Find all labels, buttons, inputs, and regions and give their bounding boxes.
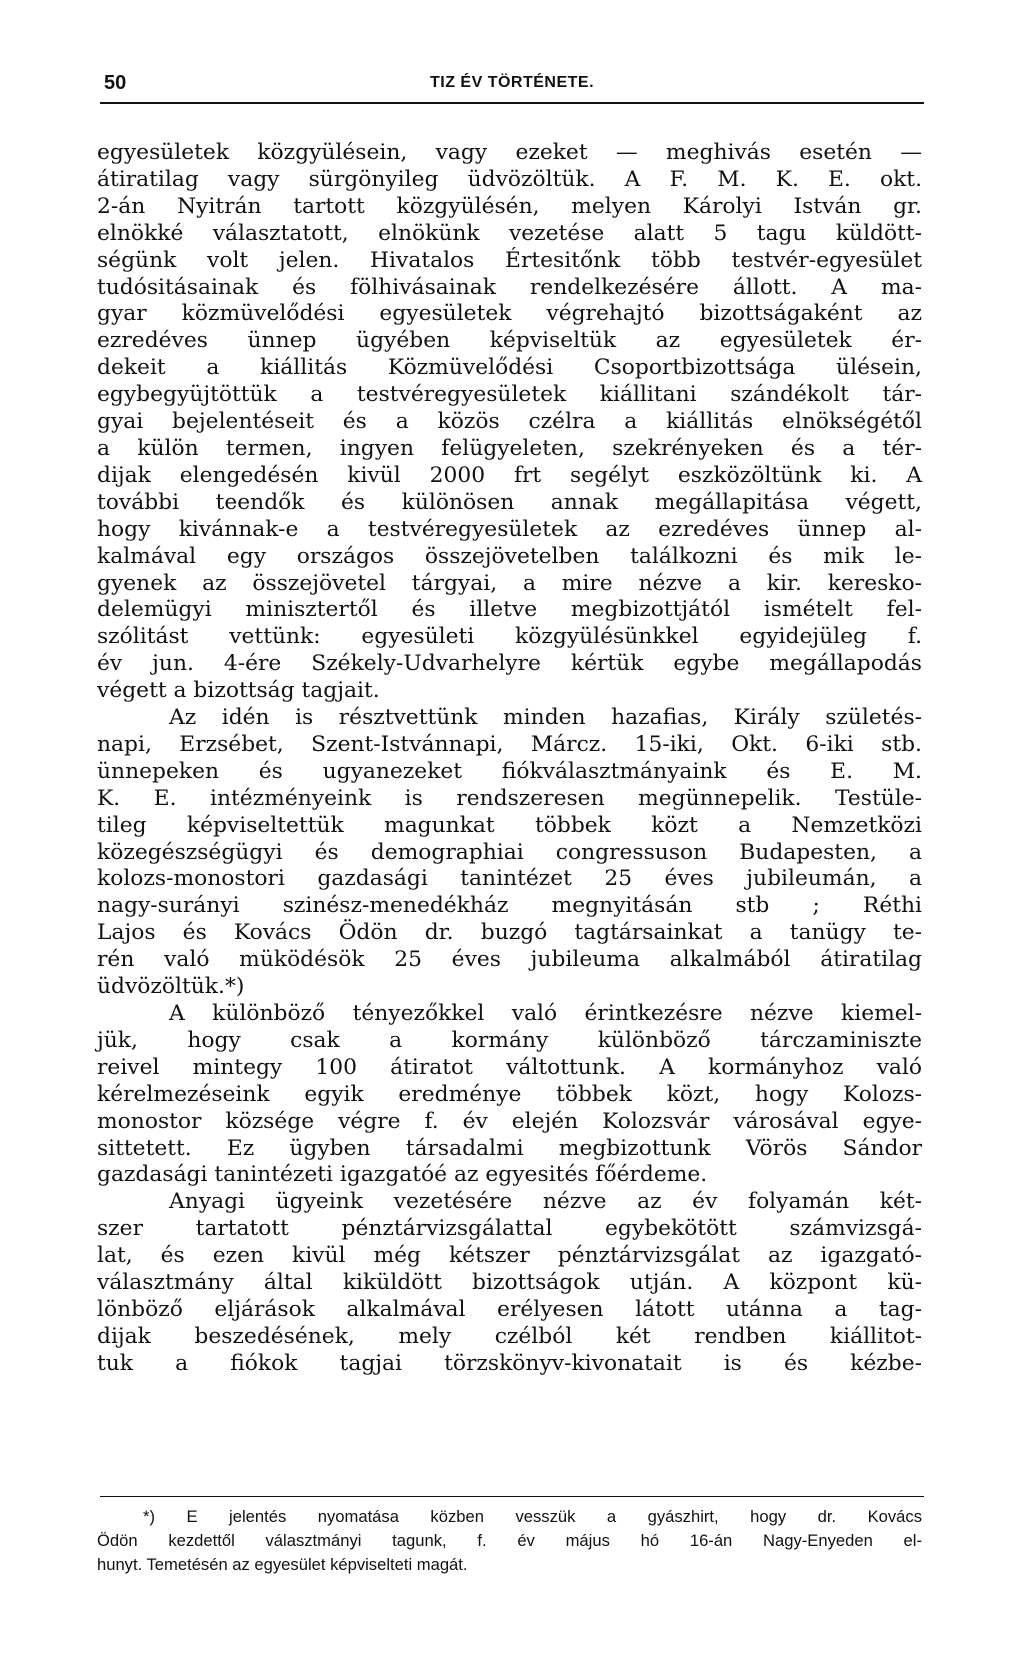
footnote-line: *) E jelentés nyomatása közben vesszük a gyászhirt, hogy dr. Kovács [143,1507,922,1526]
text-line: dijak beszedésének, mely czélból két rendben kiállitot- [97,1323,922,1349]
text-line: reivel mintegy 100 átiratot váltottunk. A kormányhoz való [97,1054,922,1080]
running-title: TIZ ÉV TÖRTÉNETE. [429,74,595,91]
text-line: ezredéves ünnep ügyében képviseltük az egyesületek ér- [97,328,922,354]
text-line: ünnepeken és ugyanezeket fiókválasztmányaink és E. M. [97,758,922,784]
text-line: üdvözöltük.*) [97,974,245,1000]
footnote-line: hunyt. Temetésén az egyesület képviselteti magát. [97,1555,468,1574]
text-line: kalmával egy országos összejövetelben találkozni és mik le- [97,543,922,569]
text-line: gyai bejelentéseit és a közös czélra a kiállitás elnökségétől [97,409,922,435]
page-header [92,72,932,100]
footnote-rule [100,1496,924,1497]
text-line: elnökké választatott, elnökünk vezetése alatt 5 tagu küldött- [97,220,922,246]
text-line: Az idén is résztvettünk minden hazafias, Király születés- [169,705,922,731]
text-line: lönböző eljárások alkalmával erélyesen látott utánna a tag- [97,1296,922,1322]
text-line: hogy kivánnak-e a testvéregyesületek az ezredéves ünnep al- [97,516,922,542]
text-line: sittetett. Ez ügyben társadalmi megbizottunk Vörös Sándor [97,1135,922,1161]
text-line: szólitást vettünk: egyesületi közgyülésünkkel egyidejüleg f. [97,624,922,650]
header-rule [100,102,924,104]
text-line: választmány által kiküldött bizottságok utján. A központ kü- [97,1270,922,1296]
text-line: A különböző tényezőkkel való érintkezésre nézve kiemel- [169,1001,922,1026]
text-line: egybegyüjtöttük a testvéregyesületek kiállitani szándékolt tár- [97,382,922,408]
footnotes [97,1505,922,1577]
text-line: gazdasági tanintézeti igazgatóé az egyesités főérdeme. [97,1162,708,1188]
text-line: Anyagi ügyeink vezetésére nézve az év folyamán két- [169,1189,922,1215]
text-line: a külön termen, ingyen felügyeleten, szekrényeken és a tér- [97,435,922,461]
text-line: közegészségügyi és demographiai congressuson Budapesten, a [97,839,922,865]
text-line: kolozs-monostori gazdasági tanintézet 25 éves jubileumán, a [97,866,922,892]
text-line: rén való müködésök 25 éves jubileuma alkalmából átiratilag [97,947,922,973]
text-line: tuk a fiókok tagjai törzskönyv-kivonatait is és kézbe- [97,1350,922,1376]
text-line: egyesületek közgyülésein, vagy ezeket — meghivás esetén — [97,140,922,165]
text-line: delemügyi minisztertől és illetve megbizottjától ismételt fel- [97,597,922,623]
text-line: lat, és ezen kivül még kétszer pénztárvizsgálat az igazgató- [97,1243,922,1269]
text-line: gyenek az összejövetel tárgyai, a mire nézve a kir. keresko- [97,570,922,596]
text-line: év jun. 4-ére Székely-Udvarhelyre kértük egybe megállapodás [97,651,922,677]
text-line: 2-án Nyitrán tartott közgyülésén, melyen Károlyi István gr. [97,193,922,219]
text-line: végett a bizottság tagjait. [97,678,380,704]
text-line: monostor községe végre f. év elején Kolozsvár városával egye- [97,1108,922,1134]
text-line: Lajos és Kovács Ödön dr. buzgó tagtársainkat a tanügy te- [97,920,922,946]
text-line: ségünk volt jelen. Hivatalos Értesitőnk több testvér-egyesület [97,247,922,273]
text-line: napi, Erzsébet, Szent-Istvánnapi, Márcz. 15-iki, Okt. 6-iki stb. [97,731,922,757]
text-line: átiratilag vagy sürgönyileg üdvözöltük. A F. M. K. E. okt. [97,166,922,192]
body-text [97,140,922,1378]
page-number: 50 [104,72,127,94]
text-line: szer tartatott pénztárvizsgálattal egybekötött számvizsgá- [97,1216,922,1242]
text-line: tileg képviseltettük magunkat többek közt a Nemzetközi [97,812,922,838]
text-line: tudósitásainak és fölhivásainak rendelkezésére állott. A ma- [97,274,922,300]
text-line: kérelmezéseink egyik eredménye többek közt, hogy Kolozs- [97,1081,922,1107]
footnote-line: Ödön kezdettől választmányi tagunk, f. év május hó 16-án Nagy-Enyeden el- [97,1531,922,1550]
text-line: jük, hogy csak a kormány különböző tárczaminiszte [97,1027,922,1053]
text-line: K. E. intézményeink is rendszeresen megünnepelik. Testüle- [97,785,922,811]
text-line: gyar közmüvelődési egyesületek végrehajtó bizottságaként az [97,301,922,327]
text-line: dijak elengedésén kivül 2000 frt segélyt eszközöltünk ki. A [97,462,922,488]
text-line: nagy-surányi szinész-menedékház megnyitásán stb ; Réthi [97,893,922,919]
text-line: dekeit a kiállitás Közmüvelődési Csoportbizottsága ülésein, [97,355,922,381]
text-line: további teendők és különösen annak megállapitása végett, [97,489,922,515]
